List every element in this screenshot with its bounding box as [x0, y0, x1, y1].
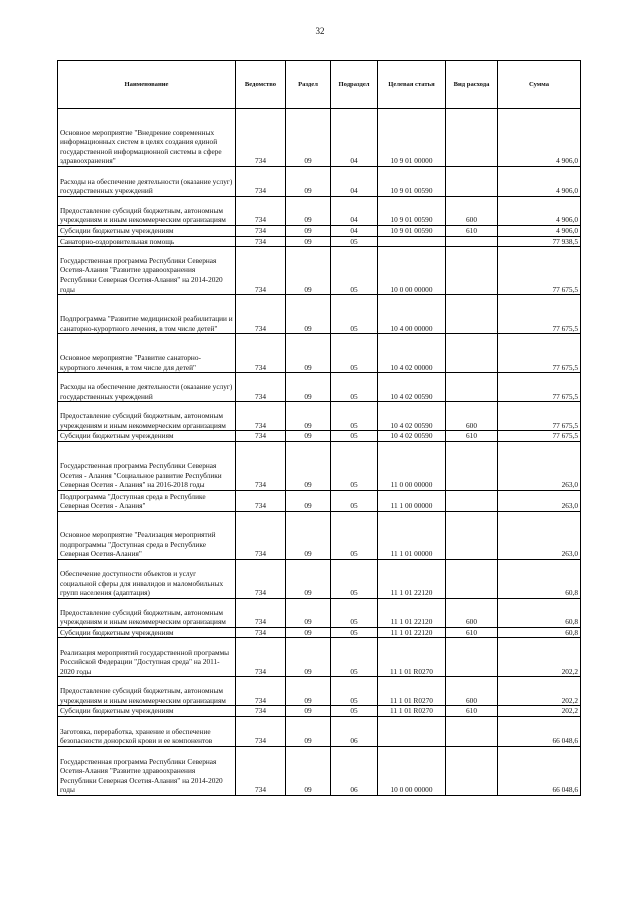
cell-subsection: 05: [331, 295, 378, 334]
table-row: [58, 373, 581, 402]
cell-name: Субсидии бюджетным учреждениям: [58, 431, 236, 442]
table-row: [58, 236, 581, 247]
cell-article: 11 1 01 22120: [378, 598, 446, 627]
table-row: [58, 627, 581, 638]
cell-subsection: 04: [331, 167, 378, 197]
cell-dept: 734: [236, 109, 286, 167]
cell-subsection: 05: [331, 559, 378, 598]
cell-type: [446, 746, 498, 795]
cell-dept: 734: [236, 677, 286, 706]
cell-section: 09: [286, 226, 331, 237]
cell-dept: 734: [236, 402, 286, 431]
column-header-type: Вид расхода: [446, 61, 498, 109]
cell-sum: 77 675,5: [498, 402, 581, 431]
cell-subsection: 05: [331, 402, 378, 431]
cell-subsection: 05: [331, 441, 378, 490]
cell-sum: 4 906,0: [498, 109, 581, 167]
cell-article: 10 4 02 00590: [378, 402, 446, 431]
cell-section: 09: [286, 706, 331, 717]
cell-type: 610: [446, 226, 498, 237]
cell-subsection: 05: [331, 511, 378, 559]
cell-dept: 734: [236, 511, 286, 559]
cell-name: Субсидии бюджетным учреждениям: [58, 627, 236, 638]
cell-section: 09: [286, 716, 331, 746]
cell-article: 10 9 01 00590: [378, 226, 446, 237]
cell-sum: 77 938,5: [498, 236, 581, 247]
cell-dept: 734: [236, 431, 286, 442]
column-header-sum: Сумма: [498, 61, 581, 109]
cell-subsection: 04: [331, 226, 378, 237]
cell-subsection: 05: [331, 627, 378, 638]
cell-type: 610: [446, 627, 498, 638]
cell-section: 09: [286, 247, 331, 295]
cell-subsection: 05: [331, 236, 378, 247]
cell-name: Предоставление субсидий бюджетным, автономным учреждениям и иным некоммерческим организациям: [58, 598, 236, 627]
cell-name: Подпрограмма "Развитие медицинской реабилитации и санаторно-курортного лечения, в том числе детей": [58, 295, 236, 334]
cell-name: Государственная программа Республики Северная Осетия-Алания "Развитие здравоохранения Республики Северная Осетия-Алания" на 2014-2020 годы: [58, 746, 236, 795]
table-row: [58, 677, 581, 706]
cell-dept: 734: [236, 236, 286, 247]
cell-dept: 734: [236, 490, 286, 511]
cell-name: Государственная программа Республики Северная Осетия-Алания "Развитие здравоохранения Республики Северная Осетия-Алания" на 2014-2020 годы: [58, 247, 236, 295]
cell-name: Государственная программа Республики Северная Осетия - Алания "Социальное развитие Республики Северная Осетия - Алания" на 2016-2018 годы: [58, 441, 236, 490]
table-row: [58, 295, 581, 334]
cell-subsection: 05: [331, 334, 378, 373]
column-header-subsection: Подраздел: [331, 61, 378, 109]
cell-type: [446, 490, 498, 511]
table-row: [58, 490, 581, 511]
budget-table: [57, 60, 581, 796]
cell-name: Заготовка, переработка, хранение и обеспечение безопасности донорской крови и ее компонентов: [58, 716, 236, 746]
cell-section: 09: [286, 197, 331, 226]
cell-sum: 77 675,5: [498, 295, 581, 334]
table-row: [58, 638, 581, 677]
table-header-row: [58, 61, 581, 109]
table-row: [58, 598, 581, 627]
cell-name: Субсидии бюджетным учреждениям: [58, 706, 236, 717]
cell-type: [446, 716, 498, 746]
cell-section: 09: [286, 431, 331, 442]
cell-article: 10 9 01 00590: [378, 167, 446, 197]
cell-sum: 202,2: [498, 677, 581, 706]
cell-dept: 734: [236, 716, 286, 746]
cell-article: 10 9 01 00590: [378, 197, 446, 226]
cell-name: Предоставление субсидий бюджетным, автономным учреждениям и иным некоммерческим организациям: [58, 402, 236, 431]
column-header-article: Целевая статья: [378, 61, 446, 109]
cell-article: 10 9 01 00000: [378, 109, 446, 167]
cell-type: 600: [446, 598, 498, 627]
cell-sum: 60,8: [498, 559, 581, 598]
table-row: [58, 716, 581, 746]
cell-article: 10 4 02 00590: [378, 431, 446, 442]
cell-section: 09: [286, 598, 331, 627]
table-row: [58, 334, 581, 373]
cell-sum: 4 906,0: [498, 197, 581, 226]
cell-name: Реализация мероприятий государственной программы Российской Федерации "Доступная среда" на 2011-2020 годы: [58, 638, 236, 677]
column-header-section: Раздел: [286, 61, 331, 109]
cell-article: 10 0 00 00000: [378, 746, 446, 795]
cell-type: [446, 373, 498, 402]
cell-article: 11 1 01 22120: [378, 627, 446, 638]
cell-subsection: 06: [331, 746, 378, 795]
cell-article: [378, 716, 446, 746]
cell-name: Основное мероприятие "Внедрение современных информационных систем в целях создания единой государственной информационной системы в сфере здравоохранения": [58, 109, 236, 167]
cell-name: Предоставление субсидий бюджетным, автономным учреждениям и иным некоммерческим организациям: [58, 677, 236, 706]
cell-sum: 66 048,6: [498, 746, 581, 795]
cell-subsection: 05: [331, 490, 378, 511]
cell-section: 09: [286, 334, 331, 373]
cell-sum: 77 675,5: [498, 334, 581, 373]
table-row: [58, 197, 581, 226]
cell-type: [446, 511, 498, 559]
cell-dept: 734: [236, 627, 286, 638]
cell-section: 09: [286, 167, 331, 197]
cell-section: 09: [286, 627, 331, 638]
cell-subsection: 05: [331, 677, 378, 706]
table-row: [58, 511, 581, 559]
column-header-dept: Ведомство: [236, 61, 286, 109]
table-row: [58, 402, 581, 431]
cell-sum: 202,2: [498, 706, 581, 717]
cell-dept: 734: [236, 746, 286, 795]
table-row: [58, 431, 581, 442]
cell-dept: 734: [236, 373, 286, 402]
cell-subsection: 05: [331, 638, 378, 677]
table-row: [58, 167, 581, 197]
cell-dept: 734: [236, 441, 286, 490]
cell-article: 10 0 00 00000: [378, 247, 446, 295]
cell-article: 11 0 00 00000: [378, 441, 446, 490]
cell-sum: 77 675,5: [498, 431, 581, 442]
cell-sum: 263,0: [498, 511, 581, 559]
table-row: [58, 559, 581, 598]
cell-name: Санаторно-оздоровительная помощь: [58, 236, 236, 247]
cell-article: 10 4 02 00590: [378, 373, 446, 402]
cell-type: [446, 441, 498, 490]
cell-name: Основное мероприятие "Развитие санаторно-курортного лечения, в том числе для детей": [58, 334, 236, 373]
cell-subsection: 04: [331, 109, 378, 167]
table-row: [58, 226, 581, 237]
cell-dept: 734: [236, 197, 286, 226]
cell-sum: 66 048,6: [498, 716, 581, 746]
cell-sum: 202,2: [498, 638, 581, 677]
cell-name: Субсидии бюджетным учреждениям: [58, 226, 236, 237]
cell-name: Подпрограмма "Доступная среда в Республике Северная Осетия - Алания": [58, 490, 236, 511]
cell-section: 09: [286, 236, 331, 247]
cell-type: [446, 638, 498, 677]
table-row: [58, 706, 581, 717]
cell-type: [446, 247, 498, 295]
cell-sum: 60,8: [498, 627, 581, 638]
cell-section: 09: [286, 638, 331, 677]
cell-section: 09: [286, 490, 331, 511]
cell-sum: 77 675,5: [498, 247, 581, 295]
cell-section: 09: [286, 295, 331, 334]
cell-dept: 734: [236, 598, 286, 627]
cell-article: 11 1 00 00000: [378, 490, 446, 511]
cell-subsection: 05: [331, 373, 378, 402]
cell-sum: 263,0: [498, 490, 581, 511]
cell-type: 600: [446, 402, 498, 431]
table-row: [58, 247, 581, 295]
cell-type: [446, 559, 498, 598]
table-row: [58, 441, 581, 490]
cell-section: 09: [286, 402, 331, 431]
column-header-name: Наименование: [58, 61, 236, 109]
cell-section: 09: [286, 373, 331, 402]
cell-name: Обеспечение доступности объектов и услуг социальной сферы для инвалидов и маломобильных групп населения (адаптация): [58, 559, 236, 598]
cell-subsection: 05: [331, 598, 378, 627]
cell-name: Расходы на обеспечение деятельности (оказание услуг) государственных учреждений: [58, 167, 236, 197]
cell-subsection: 05: [331, 247, 378, 295]
cell-sum: 60,8: [498, 598, 581, 627]
cell-type: 610: [446, 431, 498, 442]
cell-name: Расходы на обеспечение деятельности (оказание услуг) государственных учреждений: [58, 373, 236, 402]
table-row: [58, 746, 581, 795]
page-number: 32: [315, 26, 325, 36]
cell-section: 09: [286, 109, 331, 167]
cell-type: [446, 109, 498, 167]
table-row: [58, 109, 581, 167]
cell-section: 09: [286, 511, 331, 559]
cell-type: 600: [446, 197, 498, 226]
cell-dept: 734: [236, 295, 286, 334]
cell-article: 11 1 01 R0270: [378, 706, 446, 717]
cell-type: [446, 295, 498, 334]
cell-article: 11 1 01 00000: [378, 511, 446, 559]
cell-subsection: 06: [331, 716, 378, 746]
cell-type: 610: [446, 706, 498, 717]
cell-type: [446, 334, 498, 373]
cell-sum: 77 675,5: [498, 373, 581, 402]
cell-section: 09: [286, 441, 331, 490]
cell-dept: 734: [236, 638, 286, 677]
cell-type: 600: [446, 677, 498, 706]
cell-sum: 263,0: [498, 441, 581, 490]
cell-article: 10 4 02 00000: [378, 334, 446, 373]
cell-dept: 734: [236, 559, 286, 598]
cell-sum: 4 906,0: [498, 167, 581, 197]
cell-subsection: 05: [331, 431, 378, 442]
cell-dept: 734: [236, 167, 286, 197]
cell-name: Основное мероприятие "Реализация мероприятий подпрограммы "Доступная среда в Республике Северная Осетия-Алания": [58, 511, 236, 559]
cell-article: 11 1 01 22120: [378, 559, 446, 598]
cell-dept: 734: [236, 334, 286, 373]
cell-dept: 734: [236, 226, 286, 237]
cell-section: 09: [286, 677, 331, 706]
cell-sum: 4 906,0: [498, 226, 581, 237]
cell-article: 11 1 01 R0270: [378, 677, 446, 706]
cell-type: [446, 167, 498, 197]
cell-article: 11 1 01 R0270: [378, 638, 446, 677]
cell-subsection: 05: [331, 706, 378, 717]
cell-type: [446, 236, 498, 247]
cell-subsection: 04: [331, 197, 378, 226]
cell-article: [378, 236, 446, 247]
cell-section: 09: [286, 559, 331, 598]
cell-dept: 734: [236, 247, 286, 295]
cell-dept: 734: [236, 706, 286, 717]
cell-section: 09: [286, 746, 331, 795]
cell-name: Предоставление субсидий бюджетным, автономным учреждениям и иным некоммерческим организациям: [58, 197, 236, 226]
cell-article: 10 4 00 00000: [378, 295, 446, 334]
